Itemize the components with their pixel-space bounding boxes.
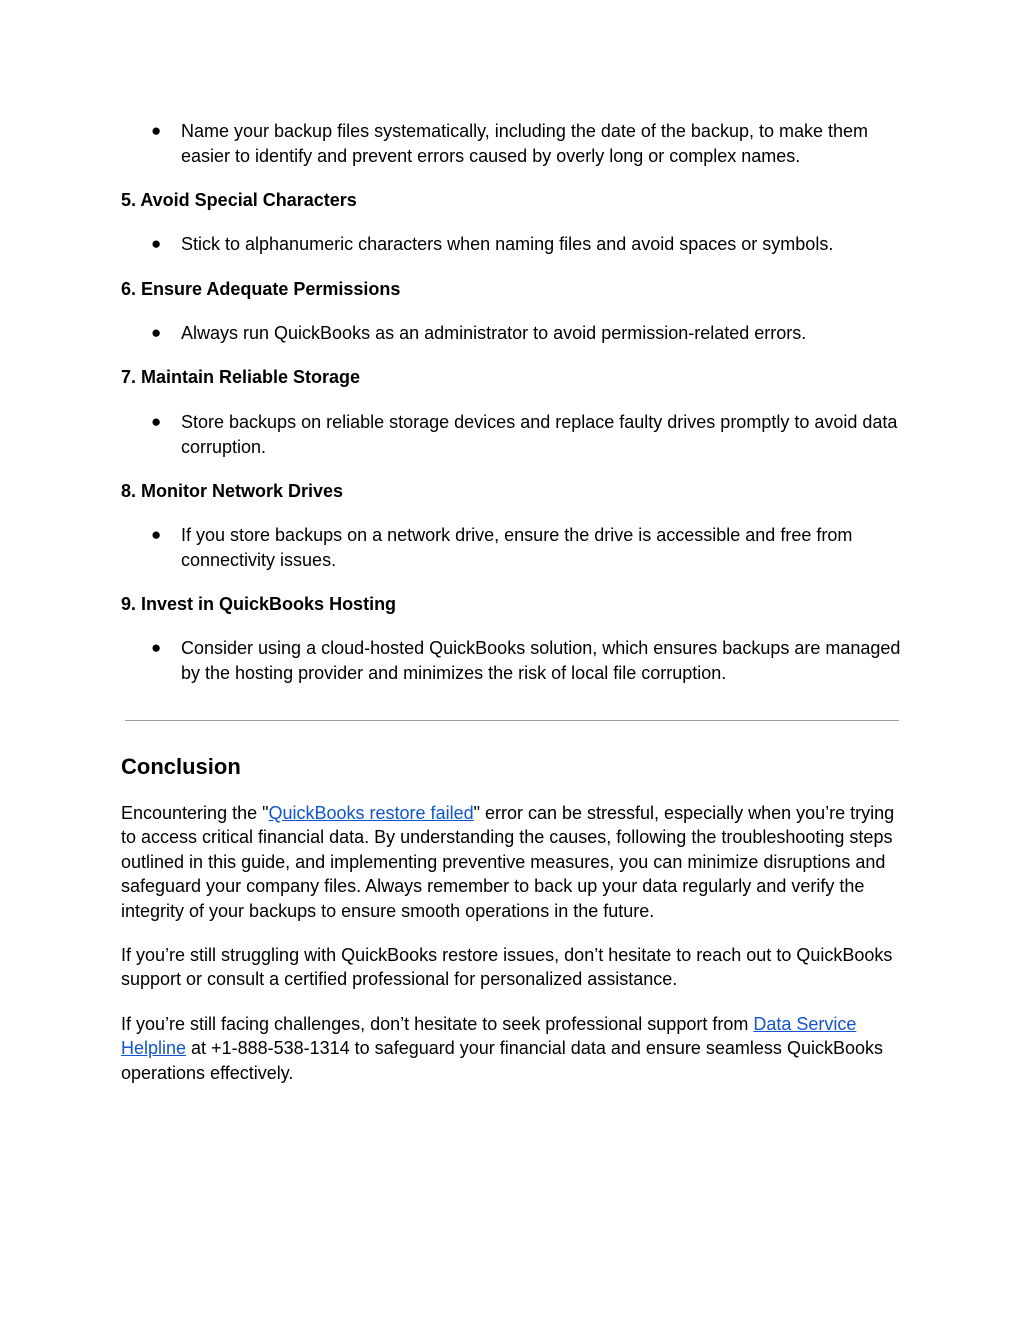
bullet-text: If you store backups on a network drive, ensure the drive is accessible and free from connectivity issues. [181, 525, 853, 570]
bullet-text: Always run QuickBooks as an administrator to avoid permission-related errors. [181, 323, 807, 343]
horizontal-divider [125, 720, 899, 721]
conclusion-paragraph-2: If you’re still struggling with QuickBooks restore issues, don’t hesitate to reach out to QuickBooks support or consult a certified professional for personalized assistance. [121, 945, 893, 990]
bullet-text: Consider using a cloud-hosted QuickBooks solution, which ensures backups are managed by the hosting provider and minimizes the risk of local file corruption. [181, 638, 901, 683]
paragraph-text: Encountering the " [121, 803, 269, 823]
section-heading-special-characters: 5. Avoid Special Characters [121, 190, 357, 210]
quickbooks-restore-failed-link[interactable]: QuickBooks restore failed [268, 803, 474, 823]
conclusion-paragraph-1 [121, 801, 906, 923]
conclusion-heading: Conclusion [121, 754, 241, 779]
bullet-text: Name your backup files systematically, including the date of the backup, to make them easier to identify and prevent errors caused by overly long or complex names. [181, 121, 869, 166]
bullet-icon: ● [151, 323, 162, 342]
bullet-icon: ● [151, 412, 162, 431]
paragraph-text: at +1-888-538-1314 to safeguard your financial data and ensure seamless QuickBooks operations effectively. [121, 1038, 883, 1083]
bullet-text: Store backups on reliable storage devices and replace faulty drives promptly to avoid data corruption. [181, 412, 898, 457]
section-heading-network-drives: 8. Monitor Network Drives [121, 481, 344, 501]
section-heading-permissions: 6. Ensure Adequate Permissions [121, 279, 401, 299]
section-heading-storage: 7. Maintain Reliable Storage [121, 367, 361, 387]
section-heading-hosting: 9. Invest in QuickBooks Hosting [121, 594, 397, 614]
data-service-helpline-link[interactable]: Data Service Helpline [121, 1014, 857, 1059]
bullet-icon: ● [151, 525, 162, 544]
conclusion-paragraph-3 [121, 1012, 906, 1085]
paragraph-text: " error can be stressful, especially when you’re trying to access critical financial data. By understanding the causes, following the troubleshooting steps outlined in this guide, and implementing preventive measures, you can minimize disruptions and safeguard your company files. Always remember to back up your data regularly and verify the integrity of your backups to ensure smooth operations in the future. [121, 803, 895, 921]
bullet-icon: ● [151, 638, 162, 657]
paragraph-text: If you’re still facing challenges, don’t hesitate to seek professional support from [121, 1014, 754, 1034]
bullet-text: Stick to alphanumeric characters when naming files and avoid spaces or symbols. [181, 234, 834, 254]
bullet-icon: ● [151, 121, 162, 140]
bullet-icon: ● [151, 234, 162, 253]
